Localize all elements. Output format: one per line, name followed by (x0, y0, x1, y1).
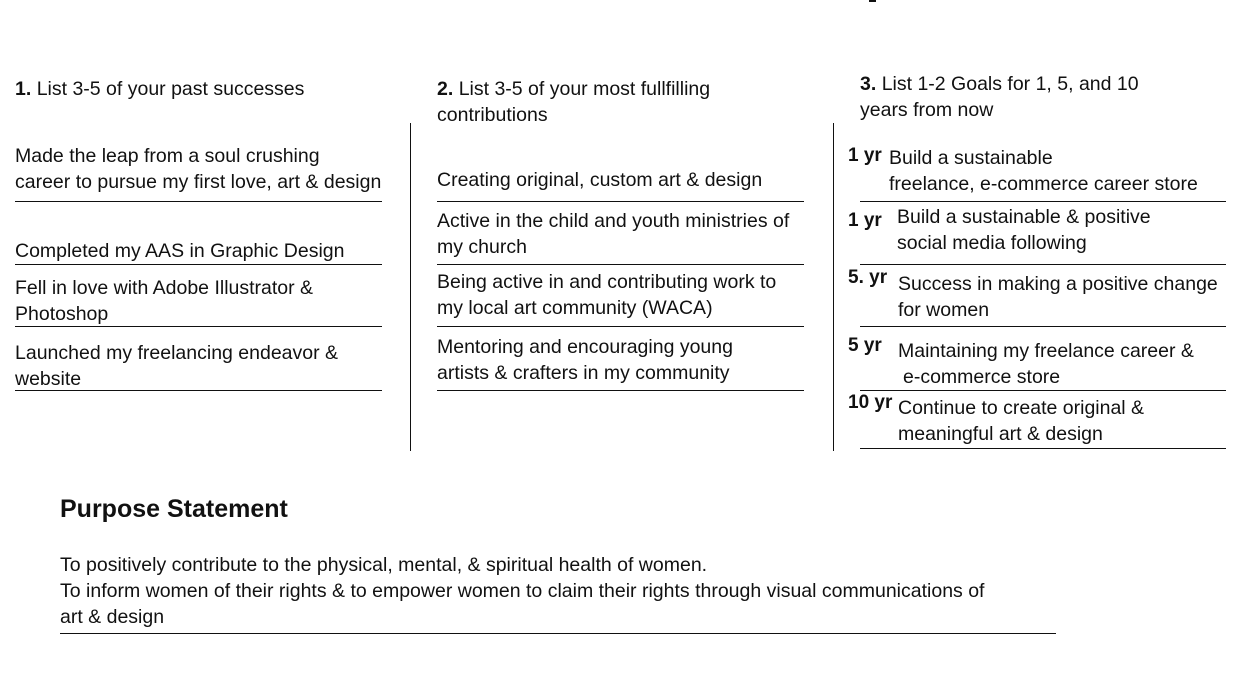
success-item: Launched my freelancing endeavor & website (15, 342, 339, 390)
goal-divider (860, 448, 1226, 449)
goal-timeframe: 5 yr (848, 335, 882, 356)
goal-divider (860, 390, 1226, 391)
goal-timeframe: 1 yr (848, 145, 882, 166)
success-divider (15, 201, 382, 202)
cropped-heading-fragment (869, 0, 876, 2)
successes-title (15, 76, 304, 102)
contribution-divider (437, 390, 804, 391)
purpose-text: To positively contribute to the physical, mental, & spiritual health of women. To inform women of their rights & to empower women to claim their rights through visual communications of art & design (60, 554, 985, 628)
goal-timeframe: 10 yr (848, 392, 893, 413)
goals-number: 3. (860, 73, 877, 95)
success-item: Fell in love with Adobe Illustrator & Photoshop (15, 277, 314, 325)
goal-timeframe: 5. yr (848, 267, 888, 288)
goal-item: Build a sustainable & positive social media following (897, 206, 1151, 254)
successes-title-text: List 3-5 of your past successes (36, 78, 305, 100)
goal-timeframe: 1 yr (848, 210, 882, 231)
success-divider (15, 264, 382, 265)
contribution-item: Creating original, custom art & design (437, 169, 763, 191)
goal-item: Build a sustainable freelance, e-commerce career store (889, 147, 1198, 195)
goal-item: Maintaining my freelance career & e-commerce store (898, 340, 1194, 388)
success-divider (15, 326, 382, 327)
contribution-item: Active in the child and youth ministries of my church (437, 210, 790, 258)
contributions-number: 2. (437, 78, 454, 100)
successes-number: 1. (15, 78, 32, 100)
goal-divider (860, 201, 1226, 202)
contribution-divider (437, 326, 804, 327)
purpose-underline (60, 633, 1056, 634)
contributions-title: 2. List 3-5 of your most fullfilling contributions (437, 78, 711, 126)
success-item: Made the leap from a soul crushing career to pursue my first love, art & design (15, 145, 382, 193)
goal-divider (860, 264, 1226, 265)
contribution-divider (437, 201, 804, 202)
column-separator (833, 123, 834, 451)
success-divider (15, 390, 382, 391)
column-separator (410, 123, 411, 451)
goal-item: Continue to create original & meaningful art & design (898, 397, 1145, 445)
goal-item: Success in making a positive change for women (898, 273, 1218, 321)
success-item: Completed my AAS in Graphic Design (15, 240, 345, 262)
purpose-heading: Purpose Statement (60, 495, 288, 523)
contribution-item: Being active in and contributing work to my local art community (WACA) (437, 271, 777, 319)
goals-title: 3. List 1-2 Goals for 1, 5, and 10 years from now (860, 73, 1139, 121)
goal-divider (860, 326, 1226, 327)
contribution-divider (437, 264, 804, 265)
contribution-item: Mentoring and encouraging young artists & crafters in my community (437, 336, 733, 384)
